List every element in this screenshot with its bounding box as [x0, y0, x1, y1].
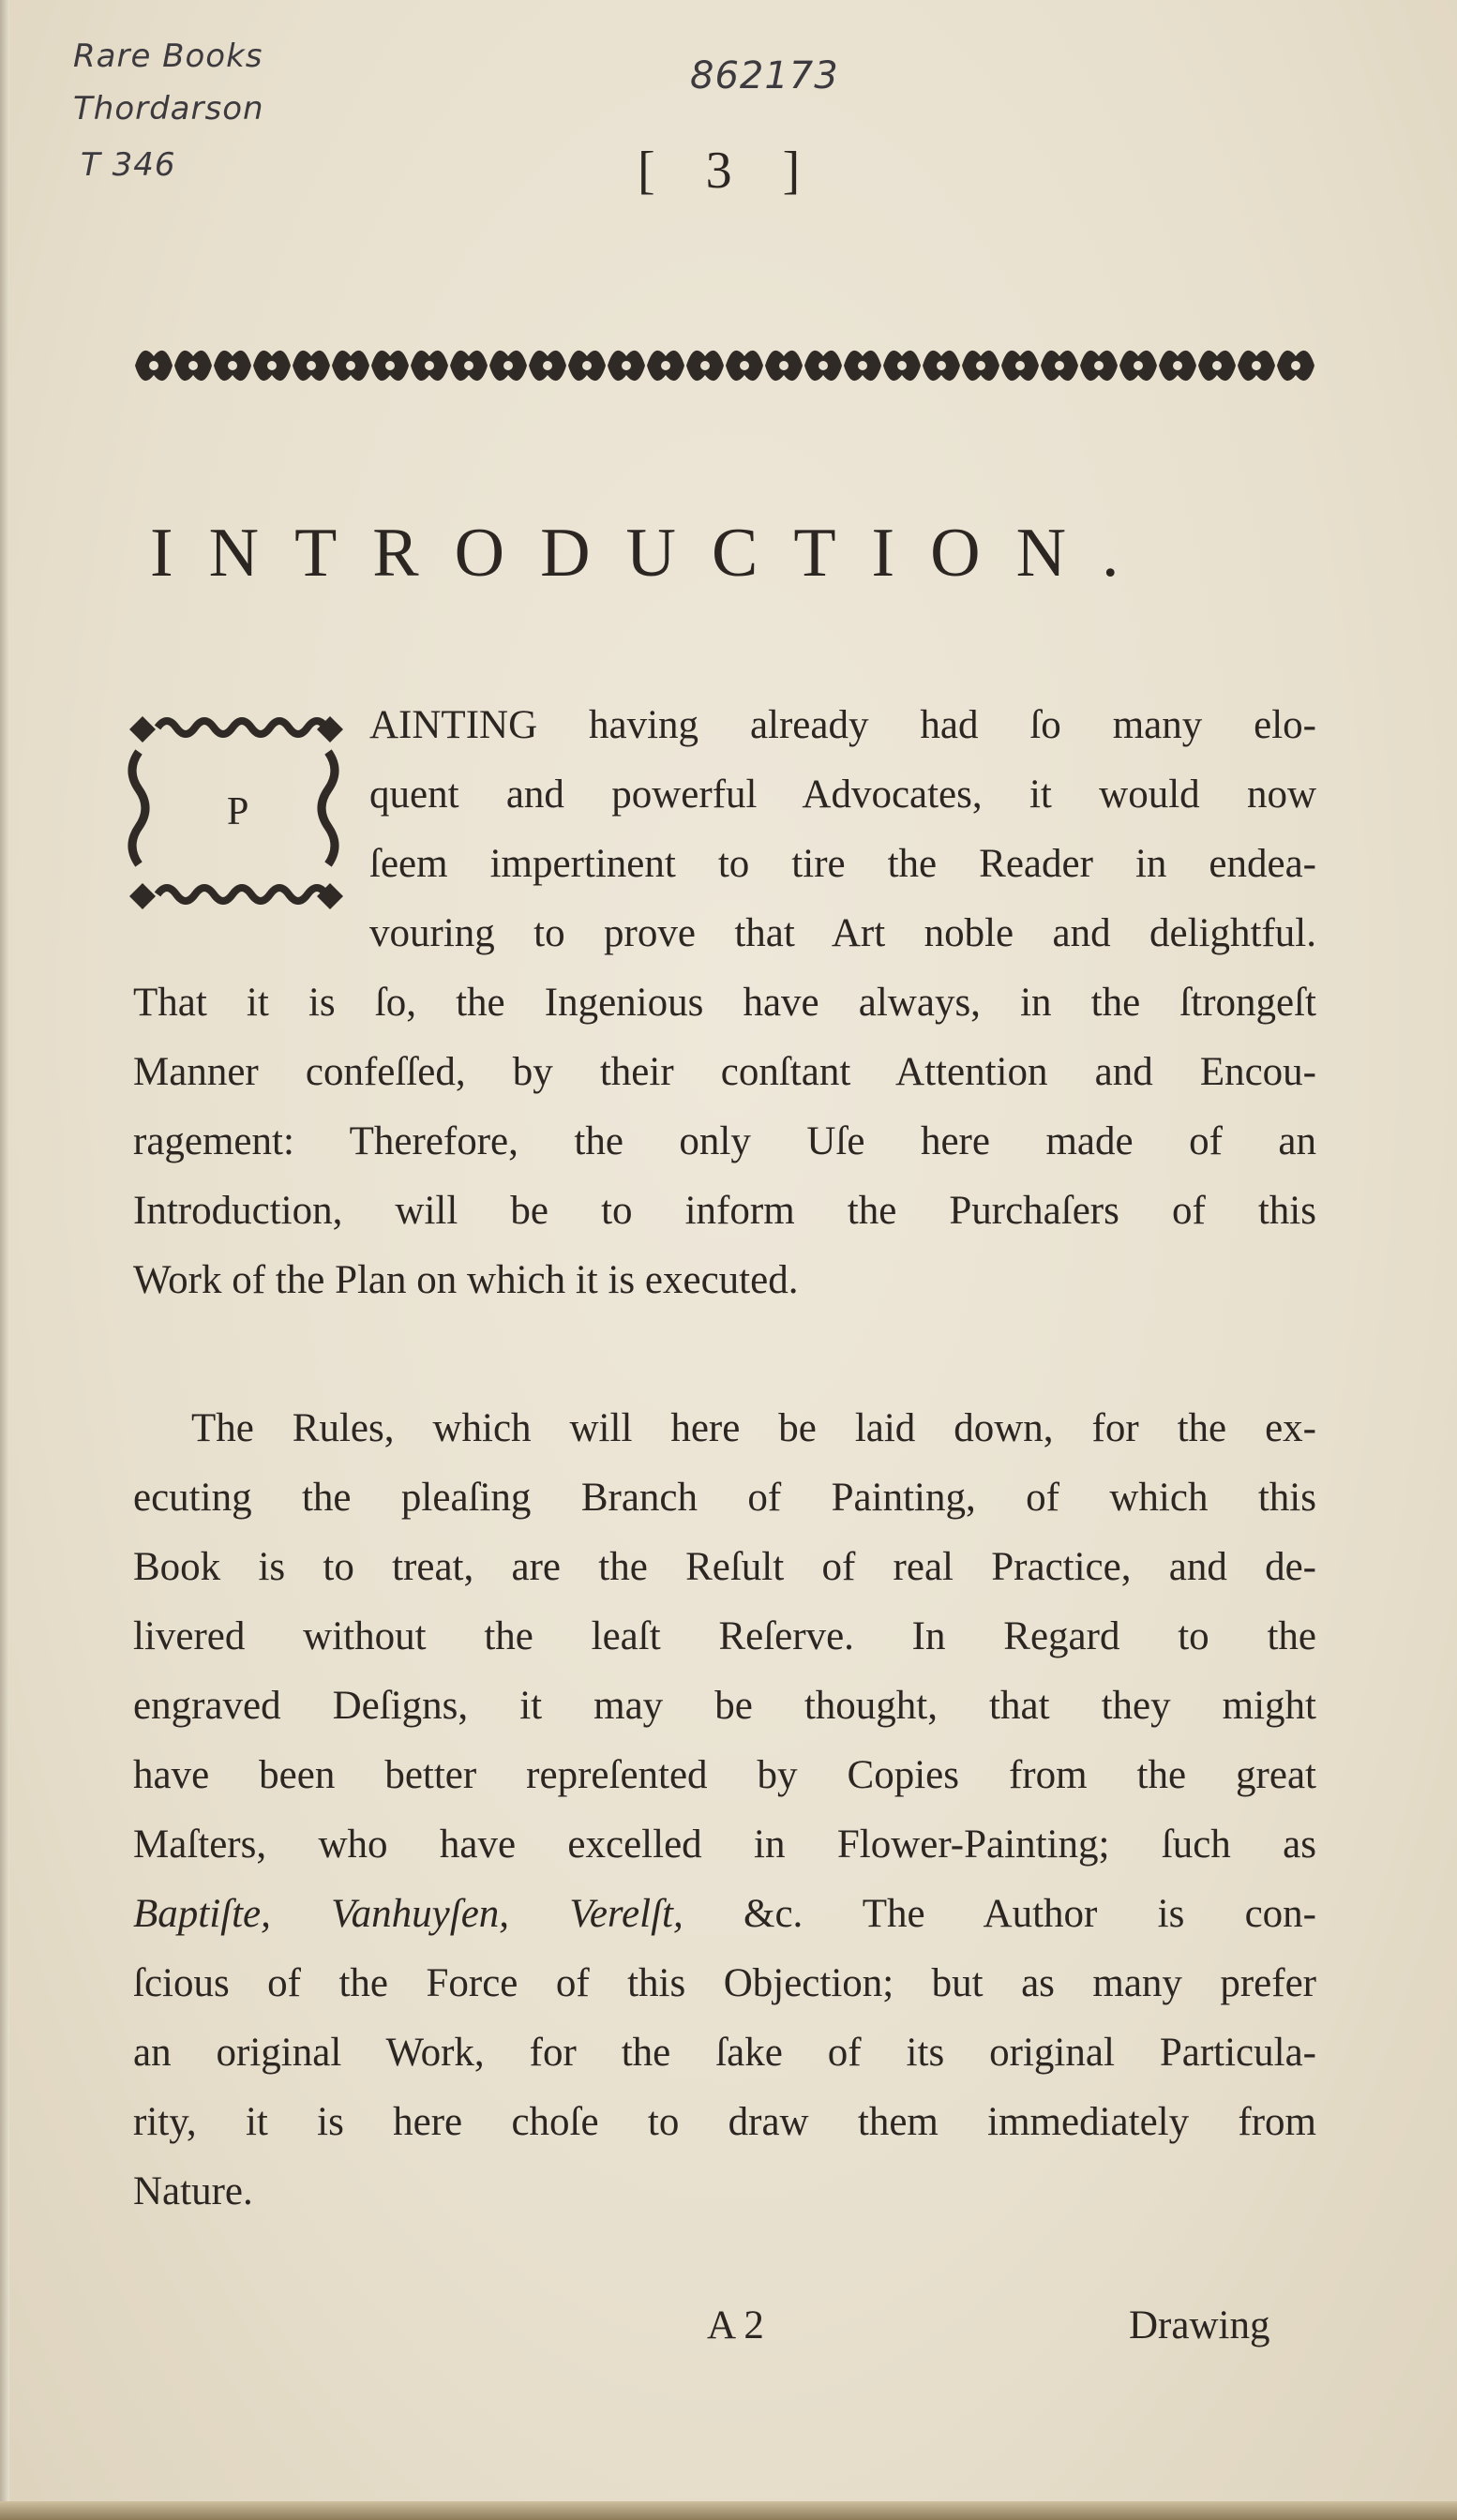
paragraph-2-line: Nature.: [133, 2169, 253, 2213]
ornament-fleuron-dot: [1015, 361, 1025, 370]
paragraph-1-line: Introduction, will be to inform the Purchaſers of this: [133, 1189, 1316, 1233]
signature-mark: A 2: [707, 2303, 764, 2348]
ornament-fleuron-dot: [385, 361, 395, 370]
ornament-fleuron-dot: [819, 361, 828, 370]
gutter-shadow: [0, 0, 9, 2520]
ornament-fleuron-dot: [1173, 361, 1182, 370]
page-title: INTRODUCTION.: [150, 515, 1155, 592]
ornament-fleuron-dot: [188, 361, 198, 370]
paragraph-1-line: quent and powerful Advocates, it would now: [369, 772, 1316, 817]
painter-names: Baptiſte, Vanhuyſen, Verelſt,: [133, 1892, 683, 1936]
ornament-fleuron-dot: [582, 361, 592, 370]
paragraph-2-line: livered without the leaſt Reſerve. In Regard to the: [133, 1614, 1316, 1658]
ornament-fleuron-dot: [937, 361, 946, 370]
ornament-fleuron-dot: [740, 361, 749, 370]
ornament-fleuron-dot: [228, 361, 237, 370]
ornament-fleuron-dot: [976, 361, 985, 370]
ornament-fleuron-dot: [1252, 361, 1261, 370]
ornament-fleuron-dot: [897, 361, 907, 370]
ornament-fleuron-dot: [346, 361, 355, 370]
ornament-fleuron-dot: [307, 361, 316, 370]
paragraph-1-line: Work of the Plan on which it is executed.: [133, 1258, 799, 1302]
page-number: [ 3 ]: [638, 142, 819, 200]
ornament-fleuron-dot: [858, 361, 867, 370]
paragraph-2-line: ecuting the pleaſing Branch of Painting, of which this: [133, 1476, 1316, 1520]
catchword: Drawing: [1129, 2303, 1270, 2348]
paragraph-2-line: Maſters, who have excelled in Flower-Painting; ſuch as: [133, 1822, 1316, 1867]
paragraph-2-line: Book is to treat, are the Reſult of real Practice, and de-: [133, 1545, 1316, 1589]
shelfmark-line-3: T 346: [81, 146, 176, 184]
shelfmark-line-2: Thordarson: [73, 90, 264, 128]
paragraph-2-italic-line: [133, 1894, 1316, 1934]
ornament-fleuron-dot: [149, 361, 158, 370]
ornament-fleuron-dot: [543, 361, 552, 370]
paragraph-2-line: have been better repreſented by Copies from the great: [133, 1753, 1316, 1797]
ornament-fleuron-dot: [425, 361, 434, 370]
paragraph-2-line: The Rules, which will here be laid down, for the ex-: [191, 1406, 1316, 1450]
ornament-fleuron-dot: [1291, 361, 1300, 370]
ornament-fleuron-dot: [1134, 361, 1143, 370]
ornament-fleuron-dot: [661, 361, 670, 370]
paragraph-1-line: vouring to prove that Art noble and delightful.: [369, 911, 1316, 955]
paragraph-2-line: engraved Deſigns, it may be thought, that they might: [133, 1684, 1316, 1728]
paragraph-2-line: rity, it is here choſe to draw them immediately from: [133, 2100, 1316, 2144]
shelfmark-line-1: Rare Books: [73, 38, 263, 75]
ornament-fleuron-dot: [622, 361, 631, 370]
line-remainder: &c. The Author is con-: [683, 1892, 1317, 1936]
ornament-fleuron-dot: [1094, 361, 1104, 370]
paragraph-1-line: That it is ſo, the Ingenious have always, in the ſtrongeſt: [133, 981, 1316, 1025]
drop-cap-letter: P: [227, 790, 249, 833]
ornament-fleuron-dot: [464, 361, 473, 370]
page-bottom-edge: [0, 2501, 1457, 2520]
paragraph-1-line: AINTING having already had ſo many elo-: [369, 703, 1316, 747]
paragraph-1-line: ragement: Therefore, the only Uſe here made of an: [133, 1119, 1316, 1163]
ornament-fleuron-dot: [1212, 361, 1222, 370]
paragraph-1-line: Manner confeſſed, by their conſtant Attention and Encou-: [133, 1050, 1316, 1094]
ornament-fleuron-dot: [779, 361, 789, 370]
paragraph-2-line: an original Work, for the ſake of its original Particula-: [133, 2031, 1316, 2075]
ornament-fleuron-dot: [267, 361, 277, 370]
ornament-fleuron-dot: [700, 361, 710, 370]
accession-number: 862173: [690, 54, 839, 98]
paragraph-1-line: ſeem impertinent to tire the Reader in endea-: [369, 842, 1316, 886]
headpiece-ornament: [131, 339, 1320, 392]
paragraph-2-line: ſcious of the Force of this Objection; but as many prefer: [133, 1961, 1316, 2005]
ornament-fleuron-dot: [1055, 361, 1064, 370]
ornament-fleuron-dot: [503, 361, 513, 370]
